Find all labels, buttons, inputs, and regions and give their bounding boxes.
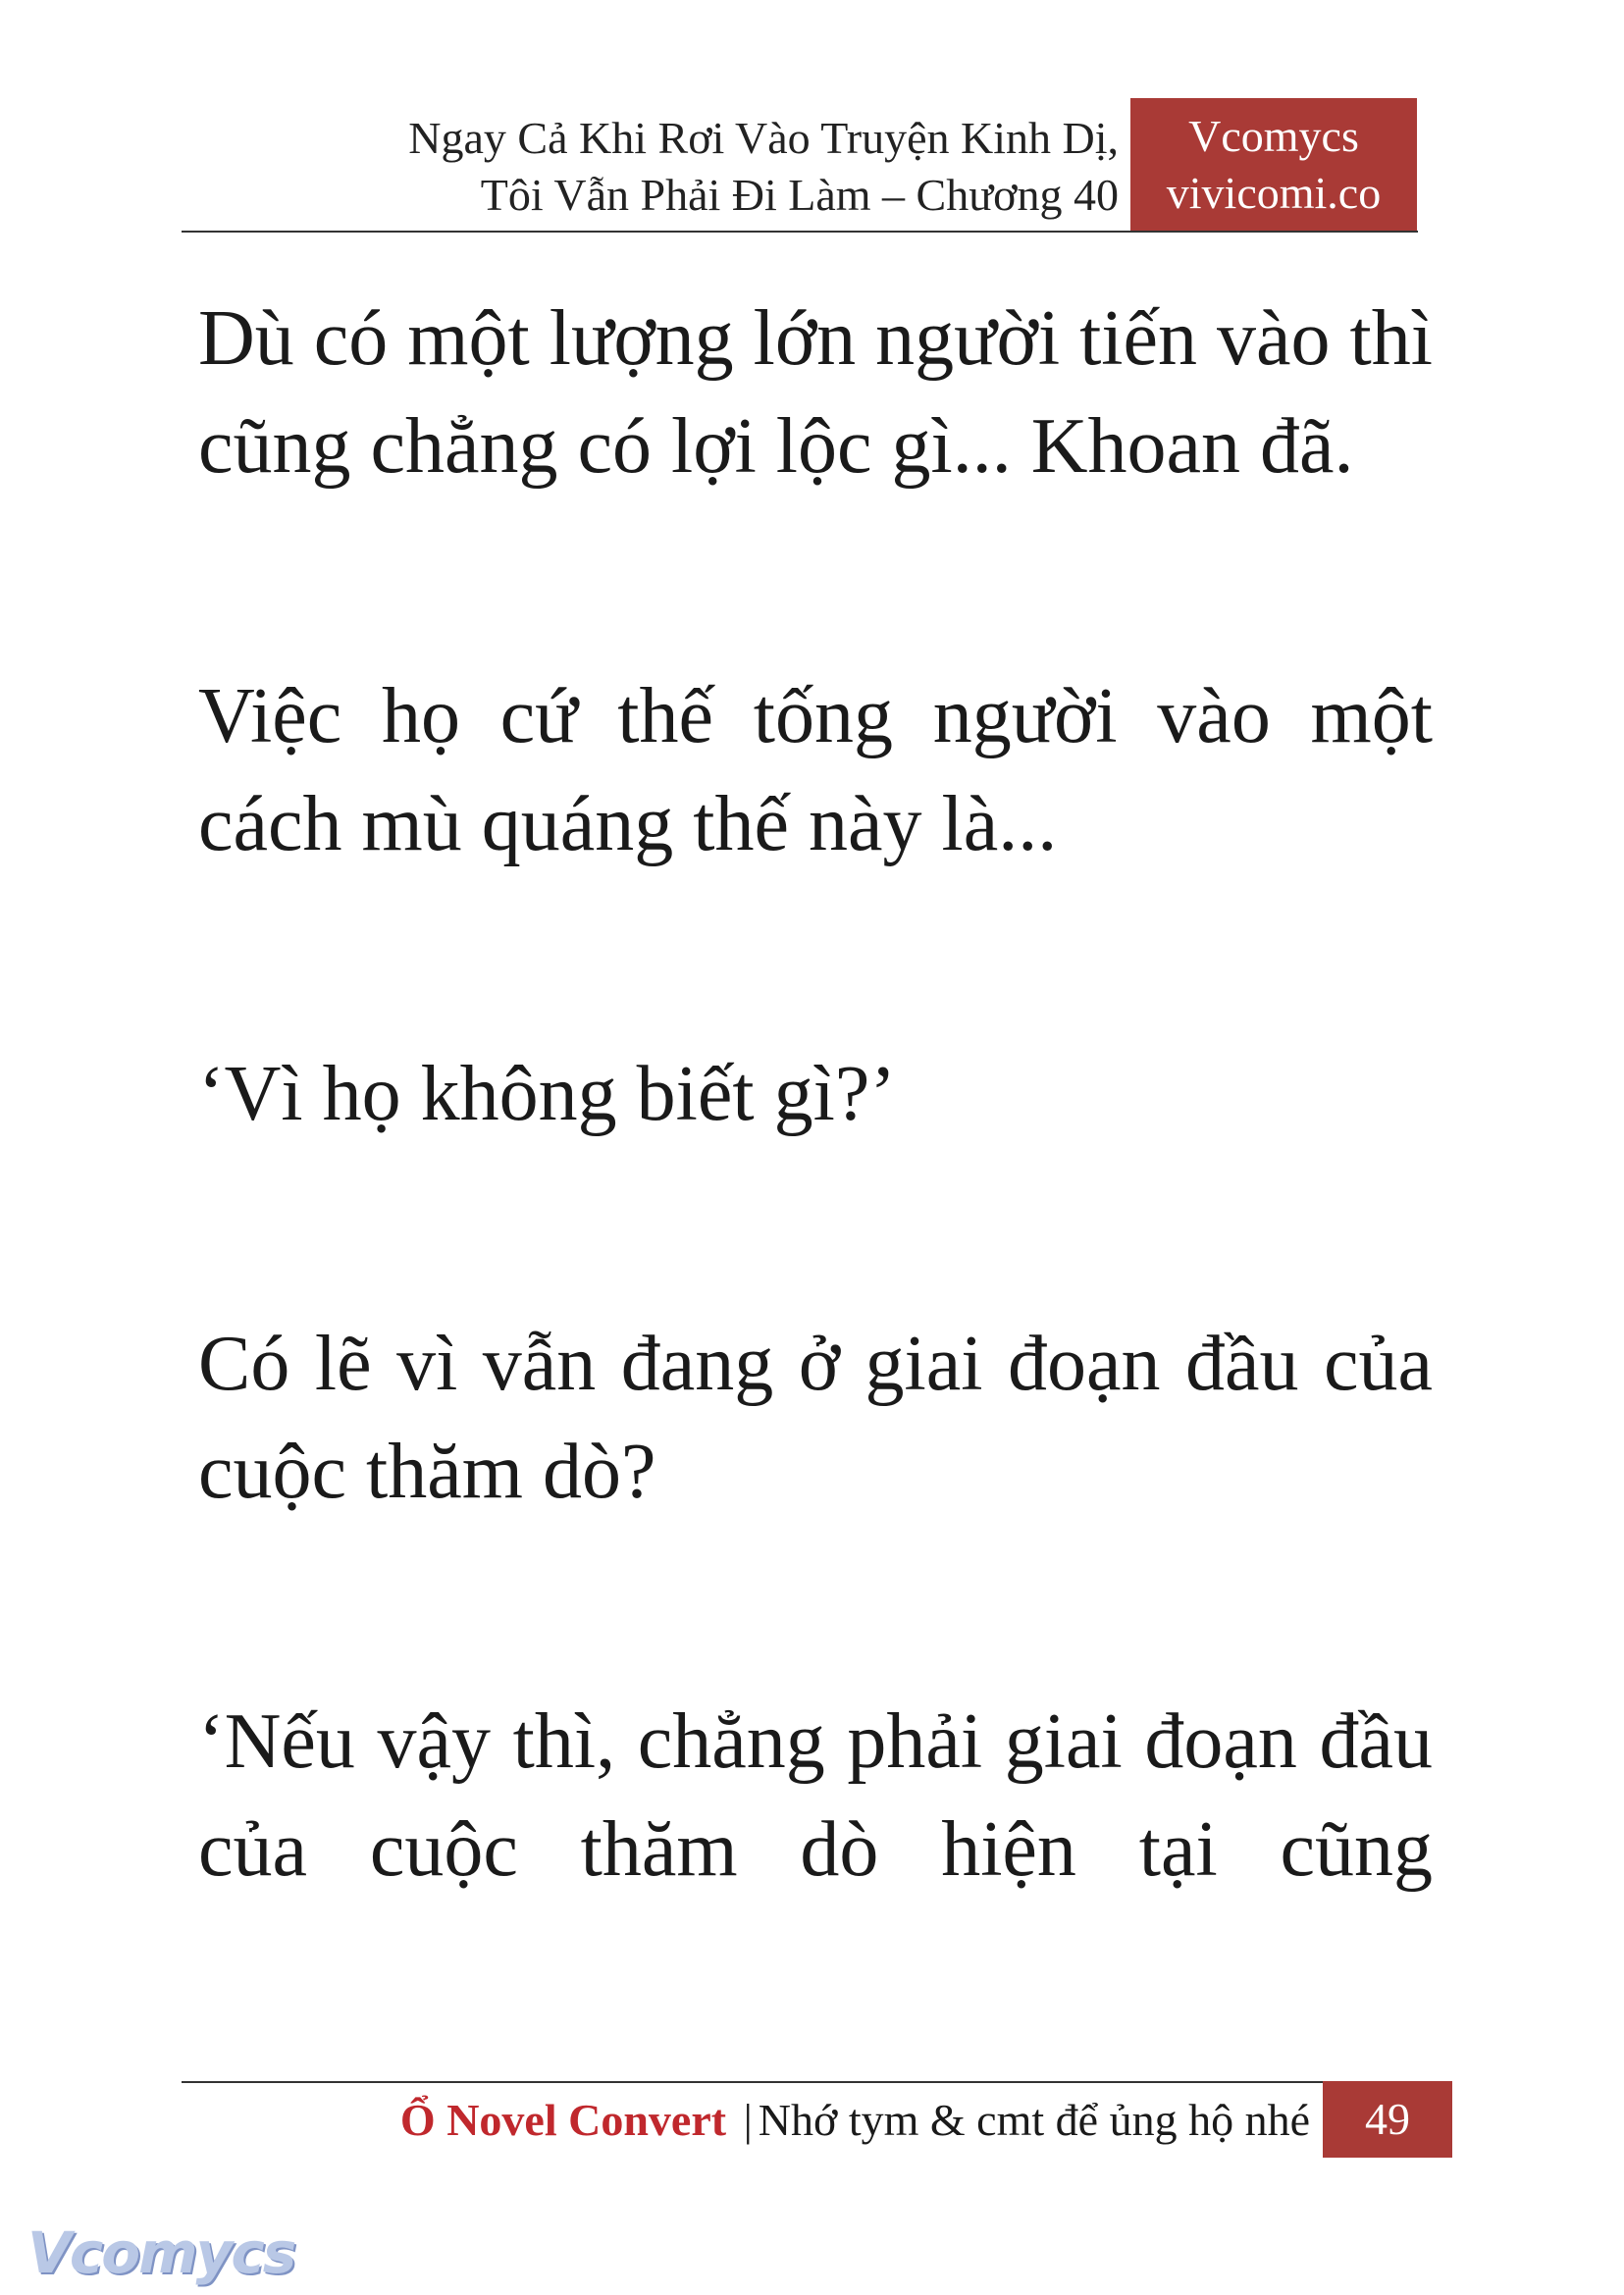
chapter-title-line-1: Ngay Cả Khi Rơi Vào Truyện Kinh Dị, (408, 113, 1119, 163)
source-badge-name: Vcomycs (1188, 111, 1359, 161)
paragraph-2: Việc họ cứ thế tống người vào một cách mù quáng thế này là... (198, 673, 1433, 867)
watermark-logo: Vcomycs (27, 2219, 295, 2286)
footer-divider (182, 2081, 1452, 2083)
paragraph-1: Dù có một lượng lớn người tiến vào thì cũng chẳng có lợi lộc gì... Khoan đã. (198, 295, 1433, 490)
footer-message: Nhớ tym & cmt để ủng hộ nhé (758, 2095, 1310, 2145)
footer-separator: | (743, 2095, 753, 2145)
footer-brand: Ổ Novel Convert (399, 2095, 727, 2145)
footer-note (182, 2090, 1310, 2151)
page-number: 49 (1323, 2081, 1452, 2158)
paragraph-3: ‘Vì họ không biết gì?’ (198, 1051, 896, 1137)
source-badge (1130, 98, 1417, 232)
paragraph-4: Có lẽ vì vẫn đang ở giai đoạn đầu của cuộc thăm dò? (198, 1321, 1433, 1515)
page-body (198, 285, 1433, 1904)
paragraph-5: ‘Nếu vậy thì, chẳng phải giai đoạn đầu của cuộc thăm dò hiện tại cũng (198, 1698, 1433, 1893)
chapter-title (177, 110, 1119, 224)
header-divider (182, 231, 1418, 233)
chapter-title-line-2: Tôi Vẫn Phải Đi Làm – Chương 40 (480, 170, 1119, 220)
source-badge-url: vivicomi.co (1166, 168, 1382, 218)
